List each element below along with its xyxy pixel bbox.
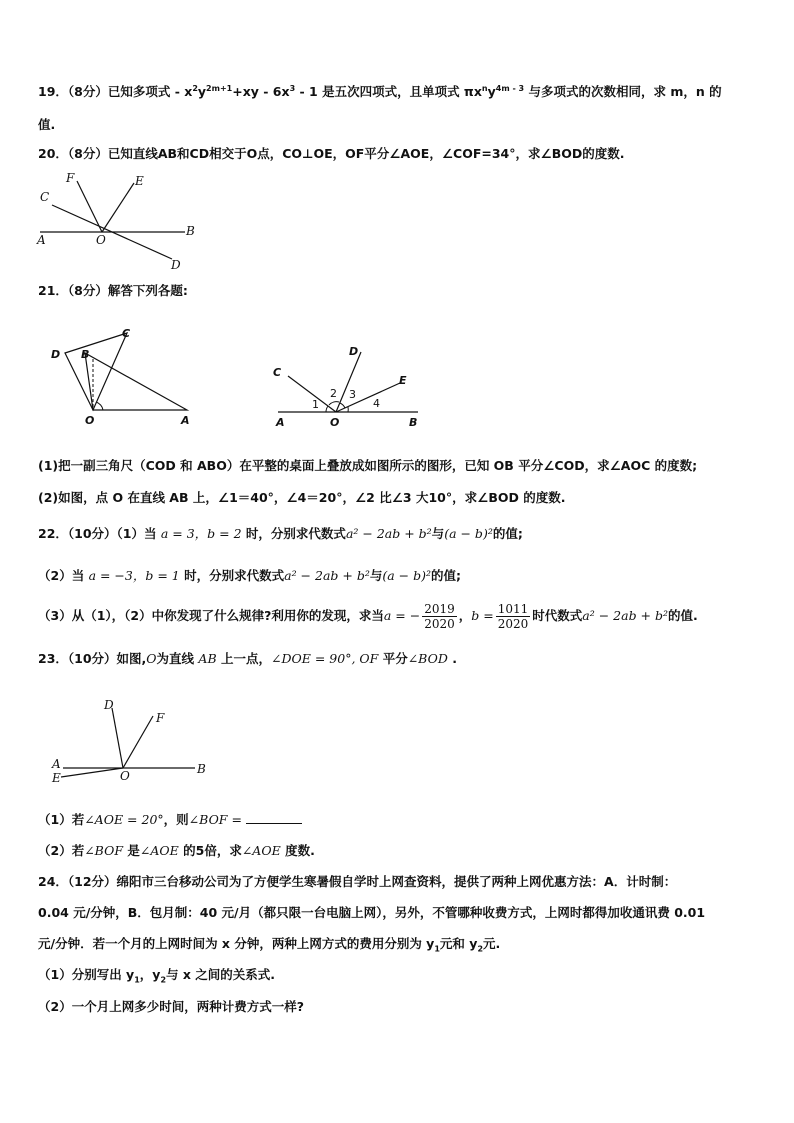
q23-text: 23．（10分）如图,O为直线 AB 上一点，∠DOE = 90°, OF 平分∠BOD . <box>38 651 457 666</box>
q20-label-e: E <box>135 174 144 188</box>
q21-part1: (1)把一副三角尺（COD 和 ABO）在平整的桌面上叠放成如图所示的图形，已知 OB 平分∠COD，求∠AOC 的度数; <box>38 458 698 473</box>
q22-part1: 22．（10分）（1）当 a = 3，b = 2 时，分别求代数式a² − 2ab + b²与(a − b)²的值; <box>38 526 523 541</box>
q20-label-c: C <box>40 190 50 204</box>
q21-fig1-label-o: O <box>85 414 95 427</box>
q21-figure1 <box>45 322 205 430</box>
q19-line2: 值. <box>38 117 56 132</box>
q22-fraction-b: $\frac{1011}{2020}$ <box>497 602 529 631</box>
q23-figure <box>45 695 220 787</box>
q23-label-o: O <box>120 769 130 783</box>
q24-line3: 元/分钟．若一个月的上网时间为 x 分钟，两种上网方式的费用分别为 $y_1$元和 $y_2$元. <box>38 936 501 954</box>
q22-part2: （2）当 a = −3，b = 1 时，分别求代数式a² − 2ab + b²与(a − b)²的值; <box>38 568 462 583</box>
q21-text: 21．（8分）解答下列各题: <box>38 283 188 298</box>
q21-fig2-label-1: 1 <box>312 398 319 411</box>
q21-figure2 <box>270 340 430 432</box>
q19-line1: 19．（8分）已知多项式 - $x^2y^{2m+1}+xy - 6x^3 - 1$ 是五次四项式，且单项式 $\pi x^ny^{4m - 3}$ 与多项式的次数相同，求 m，n 的 <box>38 83 722 99</box>
q21-fig2-label-c: C <box>273 366 282 379</box>
q21-fig1-label-d: D <box>51 348 61 361</box>
q21-fig2-label-d: D <box>349 345 359 358</box>
q20-label-o: O <box>96 233 106 247</box>
q22-part3: （3）从（1），（2）中你发现了什么规律?利用你的发现，求当a = − $\frac{2019}{2020}$ ，b = $\frac{1011}{2020}$ 时代数式a² − 2ab + b²的值. <box>38 602 698 631</box>
q21-fig2-label-b: B <box>409 416 418 429</box>
q20-label-a: A <box>37 233 46 247</box>
q20-text: 20．（8分）已知直线AB和CD相交于O点，CO⊥OE，OF平分∠AOE，∠COF=34°，求∠BOD的度数. <box>38 146 625 161</box>
q21-fig2-label-o: O <box>330 416 340 429</box>
q23-label-b: B <box>197 762 206 776</box>
q20-figure <box>30 168 210 276</box>
q23-label-d: D <box>104 698 114 712</box>
q21-fig2-label-a: A <box>276 416 285 429</box>
q21-fig2-label-e: E <box>399 374 407 387</box>
q21-fig2-label-4: 4 <box>373 397 380 410</box>
q24-line1: 24．（12分）绵阳市三台移动公司为了方便学生寒暑假自学时上网查资料，提供了两种上网优惠方法：A．计时制： <box>38 874 677 889</box>
q24-part1: （1）分别写出 $y_1$，$y_2$与 x 之间的关系式. <box>38 967 276 985</box>
q24-line2: 0.04 元/分钟，B．包月制：40 元/月（都只限一台电脑上网），另外，不管哪种收费方式，上网时都得加收通讯费 0.01 <box>38 905 706 920</box>
q23-answer-blank[interactable] <box>246 811 302 824</box>
q23-label-e: E <box>52 771 61 785</box>
q23-part2: （2）若∠BOF 是∠AOE 的5倍，求∠AOE 度数. <box>38 843 315 858</box>
q20-label-d: D <box>171 258 181 272</box>
q21-fig1-label-b: B <box>81 348 90 361</box>
q23-part1: （1）若∠AOE = 20°，则∠BOF = <box>38 811 756 829</box>
q21-fig1-label-a: A <box>181 414 190 427</box>
q21-fig1-label-c: C <box>122 327 131 340</box>
q20-label-b: B <box>186 224 195 238</box>
q21-fig2-label-3: 3 <box>349 388 356 401</box>
q24-part2: （2）一个月上网多少时间，两种计费方式一样? <box>38 999 304 1014</box>
q23-label-f: F <box>156 711 165 725</box>
q23-label-a: A <box>52 757 61 771</box>
q21-part2: (2)如图，点 O 在直线 AB 上，∠1＝40°，∠4＝20°，∠2 比∠3 大10°，求∠BOD 的度数. <box>38 490 566 505</box>
q22-fraction-a: $\frac{2019}{2020}$ <box>424 602 455 631</box>
q21-fig2-label-2: 2 <box>330 387 337 400</box>
q20-label-f: F <box>66 171 75 185</box>
